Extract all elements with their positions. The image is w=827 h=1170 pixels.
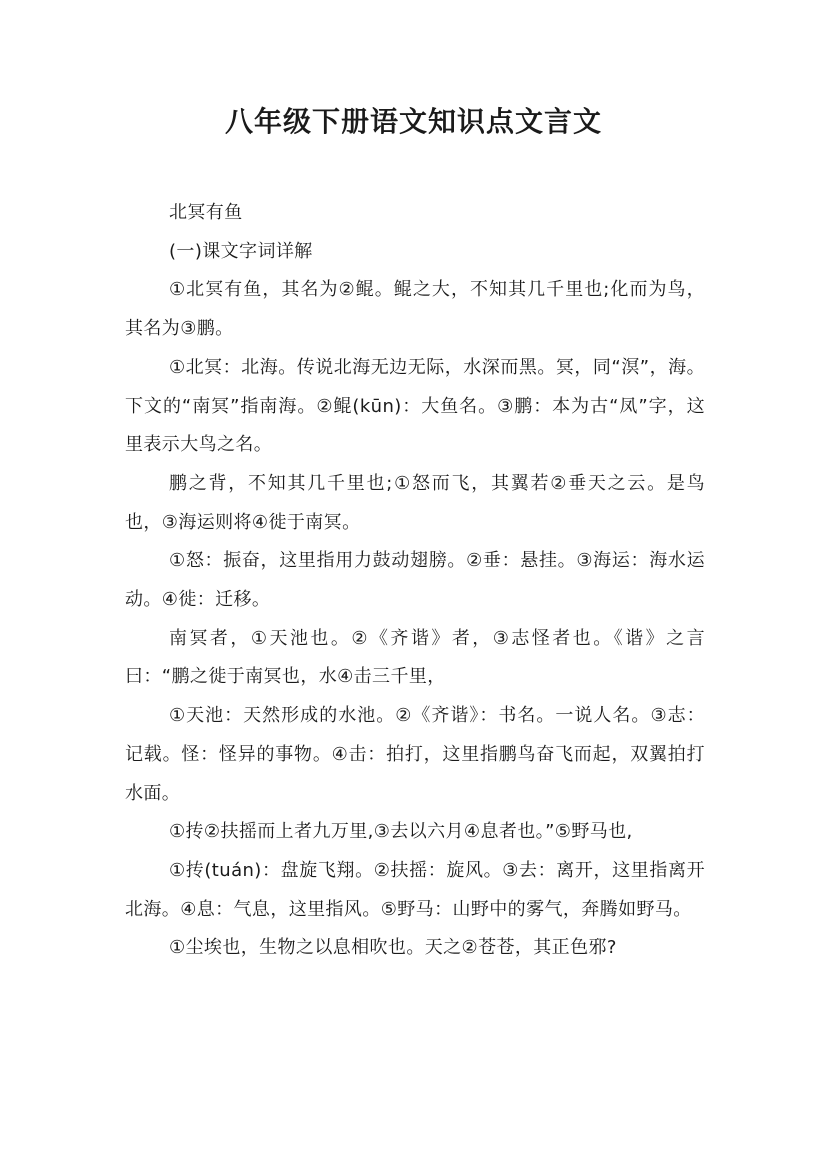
original-text-paragraph: ①尘埃也，生物之以息相吹也。天之②苍苍，其正色邪? xyxy=(169,937,617,959)
subsection-heading: (一)课文字词详解 xyxy=(169,240,313,262)
section-heading: 北冥有鱼 xyxy=(169,202,243,223)
original-text-paragraph: ①抟②扶摇而上者九万里,③去以六月④息者也。”⑤野马也, xyxy=(169,821,633,843)
annotation-paragraph: ①怒：振奋，这里指用力鼓动翅膀。②垂：悬挂。③海运：海水运动。④徙：迁移。 xyxy=(125,550,705,611)
document-body xyxy=(125,194,705,968)
original-text-paragraph: 鹏之背，不知其几千里也;①怒而飞，其翼若②垂天之云。是鸟也，③海运则将④徙于南冥。 xyxy=(125,472,705,533)
document-title: 八年级下册语文知识点文言文 xyxy=(224,105,602,138)
annotation-paragraph: ①抟(tuán)：盘旋飞翔。②扶摇：旋风。③去：离开，这里指离开北海。④息：气息，这里指风。⑤野马：山野中的雾气，奔腾如野马。 xyxy=(125,859,705,920)
original-text-paragraph: ①北冥有鱼，其名为②鲲。鲲之大，不知其几千里也;化而为鸟，其名为③鹏。 xyxy=(125,279,705,340)
annotation-paragraph: ①北冥：北海。传说北海无边无际，水深而黑。冥，同“溟”，海。下文的“南冥”指南海。②鲲(kūn)：大鱼名。③鹏：本为古“凤”字，这里表示大鸟之名。 xyxy=(125,356,705,456)
original-text-paragraph: 南冥者，①天池也。②《齐谐》者，③志怪者也。《谐》之言曰：“鹏之徙于南冥也，水④击三千里， xyxy=(125,627,705,688)
annotation-paragraph: ①天池：天然形成的水池。②《齐谐》：书名。一说人名。③志：记载。怪：怪异的事物。④击：拍打，这里指鹏鸟奋飞而起，双翼拍打水面。 xyxy=(125,705,705,804)
